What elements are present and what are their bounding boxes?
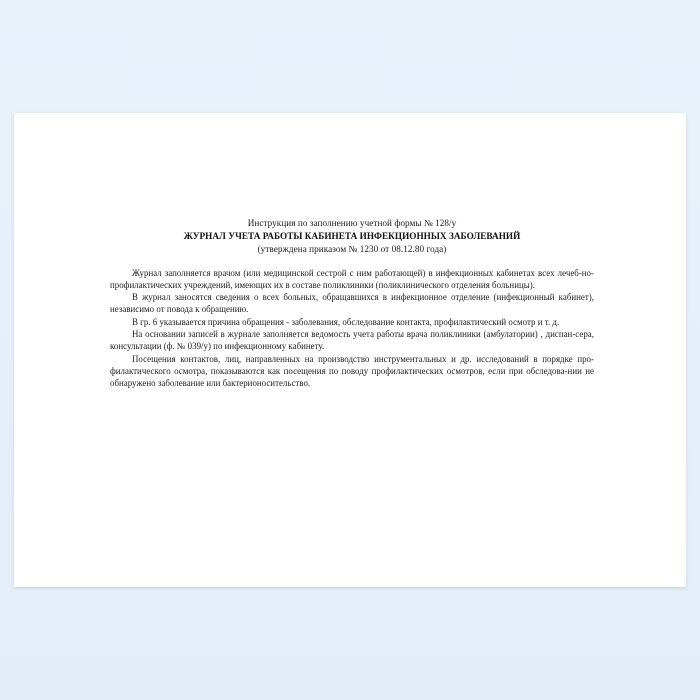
document-title-block xyxy=(110,217,594,256)
document-body xyxy=(110,217,594,390)
paragraph: На основании записей в журнале заполняется ведомость учета работы врача поликлиники (амбулатории) , диспан-сера, консультации (ф. № 039/у) по инфекционному кабинету. xyxy=(110,329,594,352)
paragraph: Посещения контактов, лиц, направленных на производство инструментальных и др. исследований в порядке про-филактического осмотра, показываются как посещения по поводу профилактических осмотров, если при обследова-нии не обнаружено заболевание или бактерионосительство. xyxy=(110,353,594,389)
form-name-heading: ЖУРНАЛ УЧЕТА РАБОТЫ КАБИНЕТА ИНФЕКЦИОННЫХ ЗАБОЛЕВАНИЙ xyxy=(183,230,521,241)
paragraph: В гр. 6 указывается причина обращения - заболевания, обследование контакта, профилактический осмотр и т. д. xyxy=(132,316,560,327)
paragraph: Журнал заполняется врачом (или медицинской сестрой с ним работающей) в инфекционных кабинетах всех лечеб-но-профилактических учреждений, имеющих их в составе поликлиники (поликлинического отделения больницы). xyxy=(110,267,594,290)
approval-heading: (утверждена приказом № 1230 от 08.12.80 года) xyxy=(257,243,447,254)
instruction-heading: Инструкция по заполнению учетной формы № 128/у xyxy=(247,218,457,228)
document-paragraphs xyxy=(110,267,594,390)
paragraph: В журнал заносятся сведения о всех больных, обращавшихся в инфекционное отделение (инфекционный кабинет), независимо от повода к обращению. xyxy=(110,292,594,315)
document-sheet xyxy=(14,113,686,587)
